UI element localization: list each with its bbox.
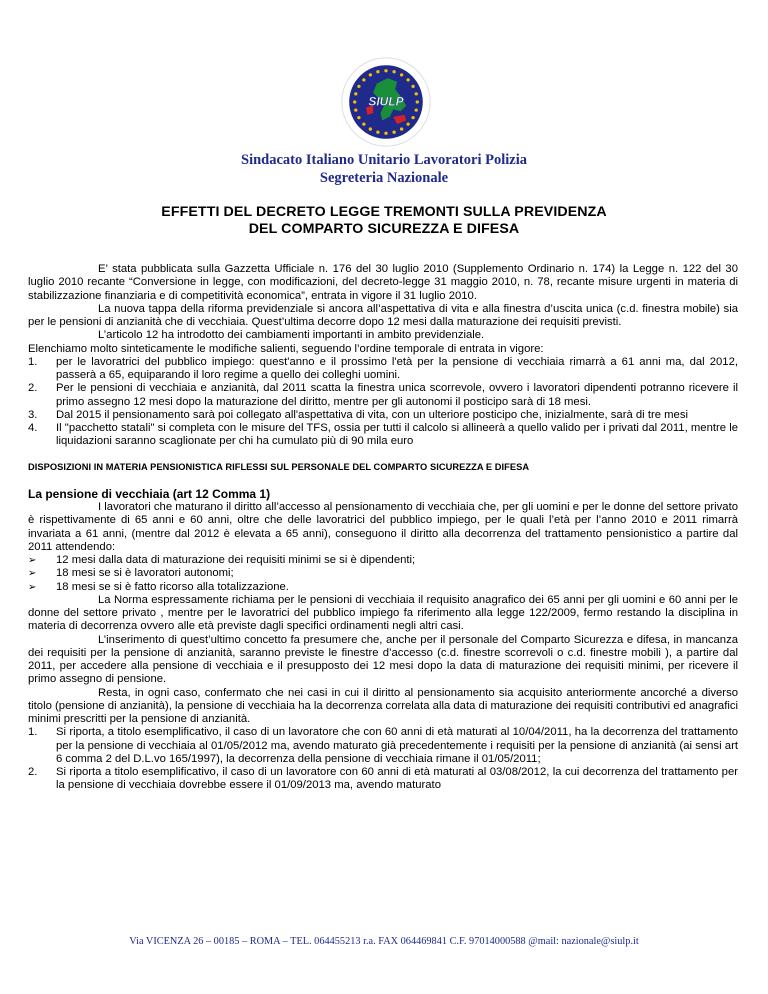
logo-star bbox=[357, 85, 360, 88]
logo-star bbox=[400, 127, 403, 130]
logo-star bbox=[400, 73, 403, 76]
list-item: 1. per le lavoratrici del pubblico impiego: quest'anno e il prossimo l'età per la pensione di vecchiaia rimarrà a 61 anni ma, dal 2012, passerà a 65, equiparando il loro regime a quello dei colleghi uomini. bbox=[28, 355, 738, 381]
logo-star bbox=[362, 78, 365, 81]
document-body bbox=[28, 263, 738, 793]
logo-star bbox=[357, 116, 360, 119]
logo-star bbox=[416, 100, 419, 103]
paragraph-norma: La Norma espressamente richiama per le pensioni di vecchiaia il requisito anagrafico dei 65 anni per gli uomini e 60 anni per le donne del settore privato , mentre per le lavoratrici del pubblico impiego fa riferimento alla legge 122/2009, fermo restando la disciplina in materia di decorrenza ovvero alle età previste dagli specifici ordinamenti negli altri casi. bbox=[28, 593, 738, 633]
list-item: ➢ 12 mesi dalla data di maturazione dei requisiti minimi se si è dipendenti; bbox=[28, 554, 416, 566]
logo-star bbox=[384, 132, 387, 135]
list-item: 3. Dal 2015 il pensionamento sarà poi collegato all'aspettativa di vita, con un ulteriore posticipo che, inizialmente, sarà di tre mesi bbox=[28, 408, 688, 421]
list-item: 2. Si riporta a titolo esemplificativo, il caso di un lavoratore con 60 anni di età maturati al 03/08/2012, la cui decorrenza del trattamento per la pensione di vecchiaia dovrebbe essere il 01/09/2013 ma, avendo maturato bbox=[28, 766, 738, 792]
waiting-list bbox=[28, 554, 738, 594]
list-item: ➢ 18 mesi se si è fatto ricorso alla totalizzazione. bbox=[28, 580, 289, 593]
logo-star bbox=[406, 122, 409, 125]
paragraph-vecchiaia: I lavoratori che maturano il diritto all’accesso al pensionamento di vecchiaia che, per gli uomini e per le donne del settore privato è rispettivamente di 65 anni e 60 anni, oltre che delle lavoratrici del pubblico impiego, per le quali l’età per l’anno 2010 e 2011 rimarrà invariata a 61 anni, (mentre dal 2012 è elevata a 65 anni), conseguono il diritto alla decorrenza del trattamento pensionistico a partire dal 2011 attendendo: bbox=[28, 501, 738, 553]
paragraph-list-intro: Elenchiamo molto sinteticamente le modifiche salienti, seguendo l’ordine temporale di entrata in vigore: bbox=[28, 342, 544, 355]
paragraph-reform: La nuova tappa della riforma previdenziale si ancora all’aspettativa di vita e alla finestra d’uscita unica (c.d. finestra mobile) sia per le pensioni di anzianità che di vecchiaia. Quest’ultima decorre dopo 12 mesi dalla maturazione dei requisiti previsti. bbox=[28, 302, 738, 328]
logo-star bbox=[353, 100, 356, 103]
org-name: Sindacato Italiano Unitario Lavoratori Polizia bbox=[241, 152, 527, 168]
section-title: DISPOSIZIONI IN MATERIA PENSIONISTICA RIFLESSI SUL PERSONALE DEL COMPARTO SICUREZZA E DIFESA bbox=[28, 461, 530, 472]
list-item: 1. Si riporta, a titolo esemplificativo, il caso di un lavoratore che con 60 anni di età maturati al 10/04/2011, ha la decorrenza del trattamento per la pensione di vecchiaia al 01/05/2012 ma, avendo maturato già precedentemente i requisiti per la pensione di anzianità (ai sensi art 6 comma 2 del D.L.vo 165/1997), la decorrenza della pensione di vecchiaia rimane il 01/05/2011; bbox=[28, 726, 738, 765]
logo-star bbox=[392, 131, 395, 134]
org-department: Segreteria Nazionale bbox=[319, 170, 449, 186]
logo-star bbox=[369, 73, 372, 76]
siulp-logo bbox=[340, 56, 432, 148]
logo-star bbox=[415, 108, 418, 111]
paragraph-decorrenza: Resta, in ogni caso, confermato che nei casi in cui il diritto al pensionamento sia acquisito anteriormente ancorché a diverso titolo (pensione di anzianità), la pensione di vecchiaia ha la decorrenza correlata alla data di maturazione dei requisiti contributivi ed anagrafici minimi prescritti per la pensione di anzianità. bbox=[28, 686, 738, 725]
list-item: ➢ 18 mesi se si è lavoratori autonomi; bbox=[28, 567, 234, 580]
logo-star bbox=[411, 116, 414, 119]
logo-star bbox=[376, 70, 379, 73]
logo-star bbox=[376, 131, 379, 134]
list-item: 4. Il "pacchetto statali" si completa con le misure del TFS, ossia per tutti il calcolo si allineerà a quello valido per i privati dal 2011, mentre le liquidazioni saranno scaglionate per chi ha cumulato più di 90 mila euro bbox=[28, 422, 738, 448]
logo-star bbox=[392, 70, 395, 73]
logo-star bbox=[384, 69, 387, 72]
paragraph-comparto: L’inserimento di quest’ultimo concetto fa presumere che, anche per il personale del Comparto Sicurezza e difesa, in mancanza dei requisiti per la pensione di anzianità, saranno previste le finestre d’accesso (c.d. finestre scorrevoli o c.d. finestre mobili ), a partire dal 2011, per accedere alla pensione di vecchiaia e il presupposto dei 12 mesi dopo la data di maturazione dei requisiti minimi, per ricevere il primo assegno di pensione. bbox=[28, 633, 738, 686]
document-title-line1: EFFETTI DEL DECRETO LEGGE TREMONTI SULLA PREVIDENZA bbox=[161, 204, 607, 220]
arrow-bullet-icon: ➢ bbox=[28, 555, 37, 566]
logo-star bbox=[354, 92, 357, 95]
svg-text:SIULP: SIULP bbox=[368, 94, 404, 109]
subsection-title: La pensione di vecchiaia (art 12 Comma 1) bbox=[28, 486, 271, 501]
arrow-bullet-icon: ➢ bbox=[28, 568, 37, 580]
page-footer: Via VICENZA 26 – 00185 – ROMA – TEL. 064455213 r.a. FAX 064469841 C.F. 97014000588 @mail: nazionale@siulp.it bbox=[129, 936, 639, 947]
examples-list bbox=[28, 726, 738, 792]
logo-star bbox=[415, 92, 418, 95]
document-title-line2: DEL COMPARTO SICUREZZA E DIFESA bbox=[248, 221, 520, 237]
list-item: 2. Per le pensioni di vecchiaia e anzianità, dal 2011 scatta la finestra unica scorrevole, ovvero i lavoratori dipendenti potranno ricevere il primo assegno 12 mesi dopo la maturazione del diritto, mentre per gli autonomi il posticipo sarà di 18 mesi. bbox=[28, 382, 738, 408]
logo-star bbox=[362, 122, 365, 125]
logo-star bbox=[411, 85, 414, 88]
paragraph-article12: L’articolo 12 ha introdotto dei cambiamenti importanti in ambito previdenziale. bbox=[98, 329, 485, 342]
logo-star bbox=[354, 108, 357, 111]
logo-star bbox=[406, 78, 409, 81]
arrow-bullet-icon: ➢ bbox=[28, 581, 37, 593]
changes-list bbox=[28, 356, 738, 449]
paragraph-intro: E’ stata pubblicata sulla Gazzetta Ufficiale n. 176 del 30 luglio 2010 (Supplemento Ordinario n. 174) la Legge n. 122 del 30 luglio 2010 recante “Conversione in legge, con modificazioni, del decreto-legge 31 maggio 2010, n. 78, recante misure urgenti in materia di stabilizzazione finanziaria e di competitività economica”, entrata in vigore il 31 luglio 2010. bbox=[28, 263, 738, 302]
logo-star bbox=[369, 127, 372, 130]
